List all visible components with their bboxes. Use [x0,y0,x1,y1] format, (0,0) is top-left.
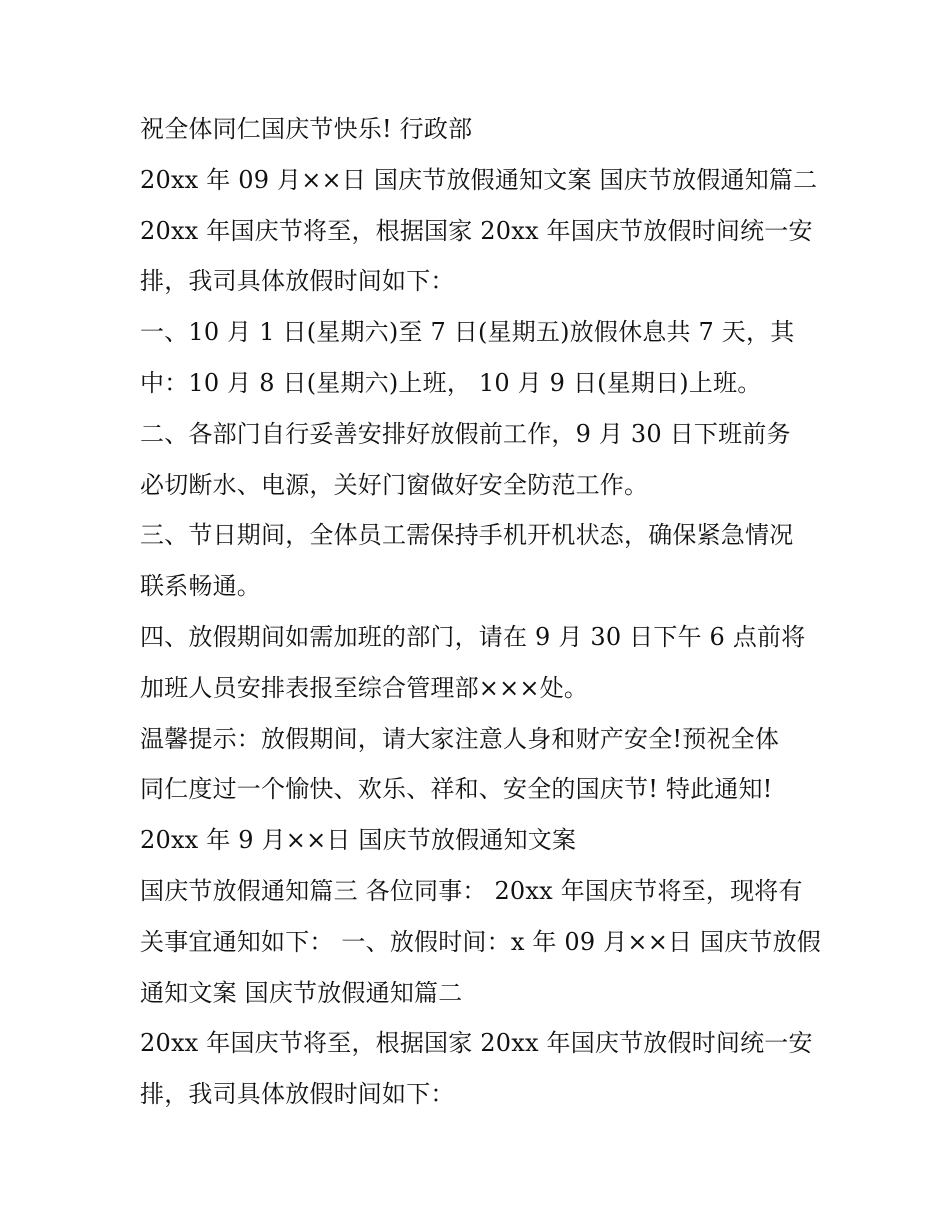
text-line: 一、10 月 1 日(星期六)至 7 日(星期五)放假休息共 7 天，其 [140,318,795,347]
text-line: 20xx 年国庆节将至，根据国家 20xx 年国庆节放假时间统一安 [140,1029,813,1058]
text-line: 关事宜通知如下： 一、放假时间：x 年 09 月××日 国庆节放假 [140,927,822,956]
text-line: 排，我司具体放假时间如下： [140,1080,455,1109]
text-line: 同仁度过一个愉快、欢乐、祥和、安全的国庆节! 特此通知! [140,775,773,804]
text-line: 祝全体同仁国庆节快乐! 行政部 [140,115,473,143]
text-line: 四、放假期间如需加班的部门，请在 9 月 30 日下午 6 点前将 [140,622,806,651]
text-line: 20xx 年 9 月××日 国庆节放假通知文案 [140,826,577,855]
text-line: 联系畅通。 [140,572,261,601]
text-line: 温馨提示：放假期间，请大家注意人身和财产安全!预祝全体 [140,724,780,753]
text-line: 加班人员安排表报至综合管理部×××处。 [140,673,589,702]
text-line: 通知文案 国庆节放假通知篇二 [140,978,463,1007]
text-line: 20xx 年国庆节将至，根据国家 20xx 年国庆节放假时间统一安 [140,216,813,245]
text-line: 二、各部门自行妥善安排好放假前工作，9 月 30 日下班前务 [140,419,791,448]
text-line: 中：10 月 8 日(星期六)上班， 10 月 9 日(星期日)上班。 [140,368,762,397]
text-line: 排，我司具体放假时间如下： [140,267,455,296]
text-line: 必切断水、电源，关好门窗做好安全防范工作。 [140,470,649,499]
text-line: 国庆节放假通知篇三 各位同事： 20xx 年国庆节将至，现将有 [140,876,803,905]
text-line: 20xx 年 09 月××日 国庆节放假通知文案 国庆节放假通知篇二 [140,165,818,194]
document-body [140,104,830,1120]
text-line: 三、节日期间，全体员工需保持手机开机状态，确保紧急情况 [140,521,794,550]
